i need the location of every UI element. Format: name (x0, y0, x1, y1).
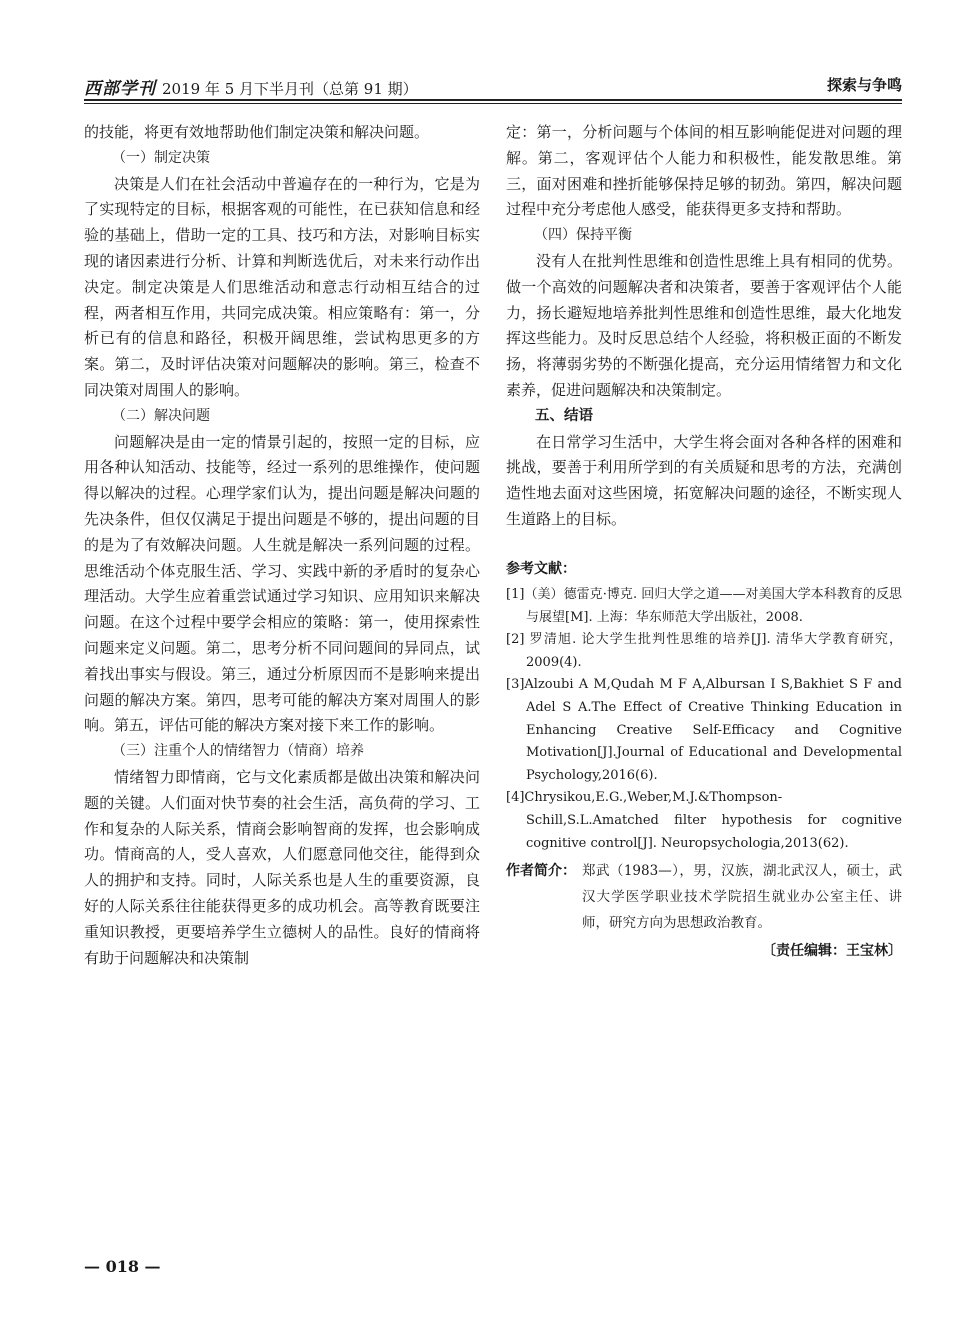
author-label: 作者简介： (506, 863, 576, 879)
header-rule-thin (84, 103, 902, 104)
paragraph: 情绪智力即情商，它与文化素质都是做出决策和解决问题的关键。人们面对快节奏的社会生活，高负荷的学习、工作和复杂的人际关系，情商会影响智商的发挥，也会影响成功。情商高的人，受人喜欢，人们愿意同他交往，能得到众人的拥护和支持。同时，人际关系也是人生的重要资源，良好的人际关系往往能获得更多的成功机会。高等教育既要注重知识教授，更要培养学生立德树人的品性。良好的情商将有助于问题解决和决策制 (84, 767, 480, 967)
header-left (84, 74, 418, 99)
paragraph: 在日常学习生活中，大学生将会面对各种各样的困难和挑战，要善于利用所学到的有关质疑和思考的方法，充满创造性地去面对这些困境，拓宽解决问题的途径，不断实现人生道路上的目标。 (506, 432, 902, 528)
paragraph: 的技能，将更有效地帮助他们制定决策和解决问题。 (84, 123, 430, 141)
subsection-heading: （一）制定决策 (112, 149, 210, 166)
references (506, 558, 902, 855)
header-rule (84, 99, 902, 101)
reference-item: [4]Chrysikou,E.G.,Weber,M.J.&Thompson-Schill,S.L.Amatched filter hypothesis for cognitive cognitive control[J]. Neuropsychologia,2013(62). (506, 790, 902, 851)
reference-item: [3]Alzoubi A M,Qudah M F A,Albursan I S,Bakhiet S F and Adel S A.The Effect of Creative Thinking Education in Enhancing Creative Self-Efficacy and Cognitive Motivation[J].Journal of Educational and Developmental Psychology,2016(6). (506, 677, 902, 783)
left-column (84, 120, 480, 971)
subsection-heading: （四）保持平衡 (534, 227, 632, 244)
section-heading: 五、结语 (535, 407, 593, 424)
section-name: 探索与争鸣 (826, 76, 902, 94)
responsible-editor: 〔责任编辑：王宝林〕 (762, 943, 902, 959)
issue-info: 2019 年 5 月下半月刊（总第 91 期） (162, 80, 418, 98)
author-bio (506, 858, 902, 936)
paragraph: 没有人在批判性思维和创造性思维上具有相同的优势。做一个高效的问题解决者和决策者，要善于客观评估个人能力，扬长避短地培养批判性思维和创造性思维，最大化地发挥这些能力。及时反思总结个人经验，将积极正面的不断发扬，将薄弱劣势的不断强化提高，充分运用情绪智力和文化素养，促进问题解决和决策制定。 (506, 251, 902, 399)
subsection-heading: （二）解决问题 (112, 407, 210, 424)
paragraph: 问题解决是由一定的情景引起的，按照一定的目标，应用各种认知活动、技能等，经过一系列的思维操作，使问题得以解决的过程。心理学家们认为，提出问题是解决问题的先决条件，但仅仅满足于提出问题是不够的，提出问题的目的是为了有效解决问题。人生就是解决一系列问题的过程。思维活动个体克服生活、学习、实践中新的矛盾时的复杂心理活动。大学生应着重尝试通过学习知识、应用知识来解决问题。在这个过程中要学会相应的策略：第一，使用探索性问题来定义问题。第二，思考分析不同问题间的异同点，试着找出事实与假设。第三，通过分析原因而不是影响来提出问题的解决方案。第四，思考可能的解决方案对周围人的影响。第五，评估可能的解决方案对接下来工作的影响。 (84, 432, 480, 735)
paragraph: 定：第一，分析问题与个体间的相互影响能促进对问题的理解。第二，客观评估个人能力和积极性，能发散思维。第三，面对困难和挫折能够保持足够的韧劲。第四，解决问题过程中充分考虑他人感受，能获得更多支持和帮助。 (506, 123, 902, 219)
paragraph: 决策是人们在社会活动中普遍存在的一种行为，它是为了实现特定的目标，根据客观的可能性，在已获知信息和经验的基础上，借助一定的工具、技巧和方法，对影响目标实现的诸因素进行分析、计算和判断选优后，对未来行动作出决定。制定决策是人们思维活动和意志行动相互结合的过程，两者相互作用，共同完成决策。相应策略有：第一，分析已有的信息和路径，积极开阔思维，尝试构思更多的方案。第二，及时评估决策对问题解决的影响。第三，检查不同决策对周围人的影响。 (84, 174, 480, 399)
reference-item: [1]（美）德雷克·博克. 回归大学之道——对美国大学本科教育的反思与展望[M]. 上海：华东师范大学出版社，2008. (506, 587, 902, 625)
journal-name: 西部学刊 (84, 79, 156, 99)
subsection-heading: （三）注重个人的情绪智力（情商）培养 (112, 743, 364, 760)
right-column (506, 120, 902, 533)
page-header (84, 66, 902, 98)
page-number: — 018 — (84, 1257, 161, 1276)
author-text: 郑武（1983—），男，汉族，湖北武汉人，硕士，武汉大学医学职业技术学院招生就业办公室主任、讲师，研究方向为思想政治教育。 (582, 863, 902, 931)
references-title: 参考文献： (506, 561, 576, 577)
reference-item: [2] 罗清旭. 论大学生批判性思维的培养[J]. 清华大学教育研究，2009(4). (506, 632, 902, 670)
